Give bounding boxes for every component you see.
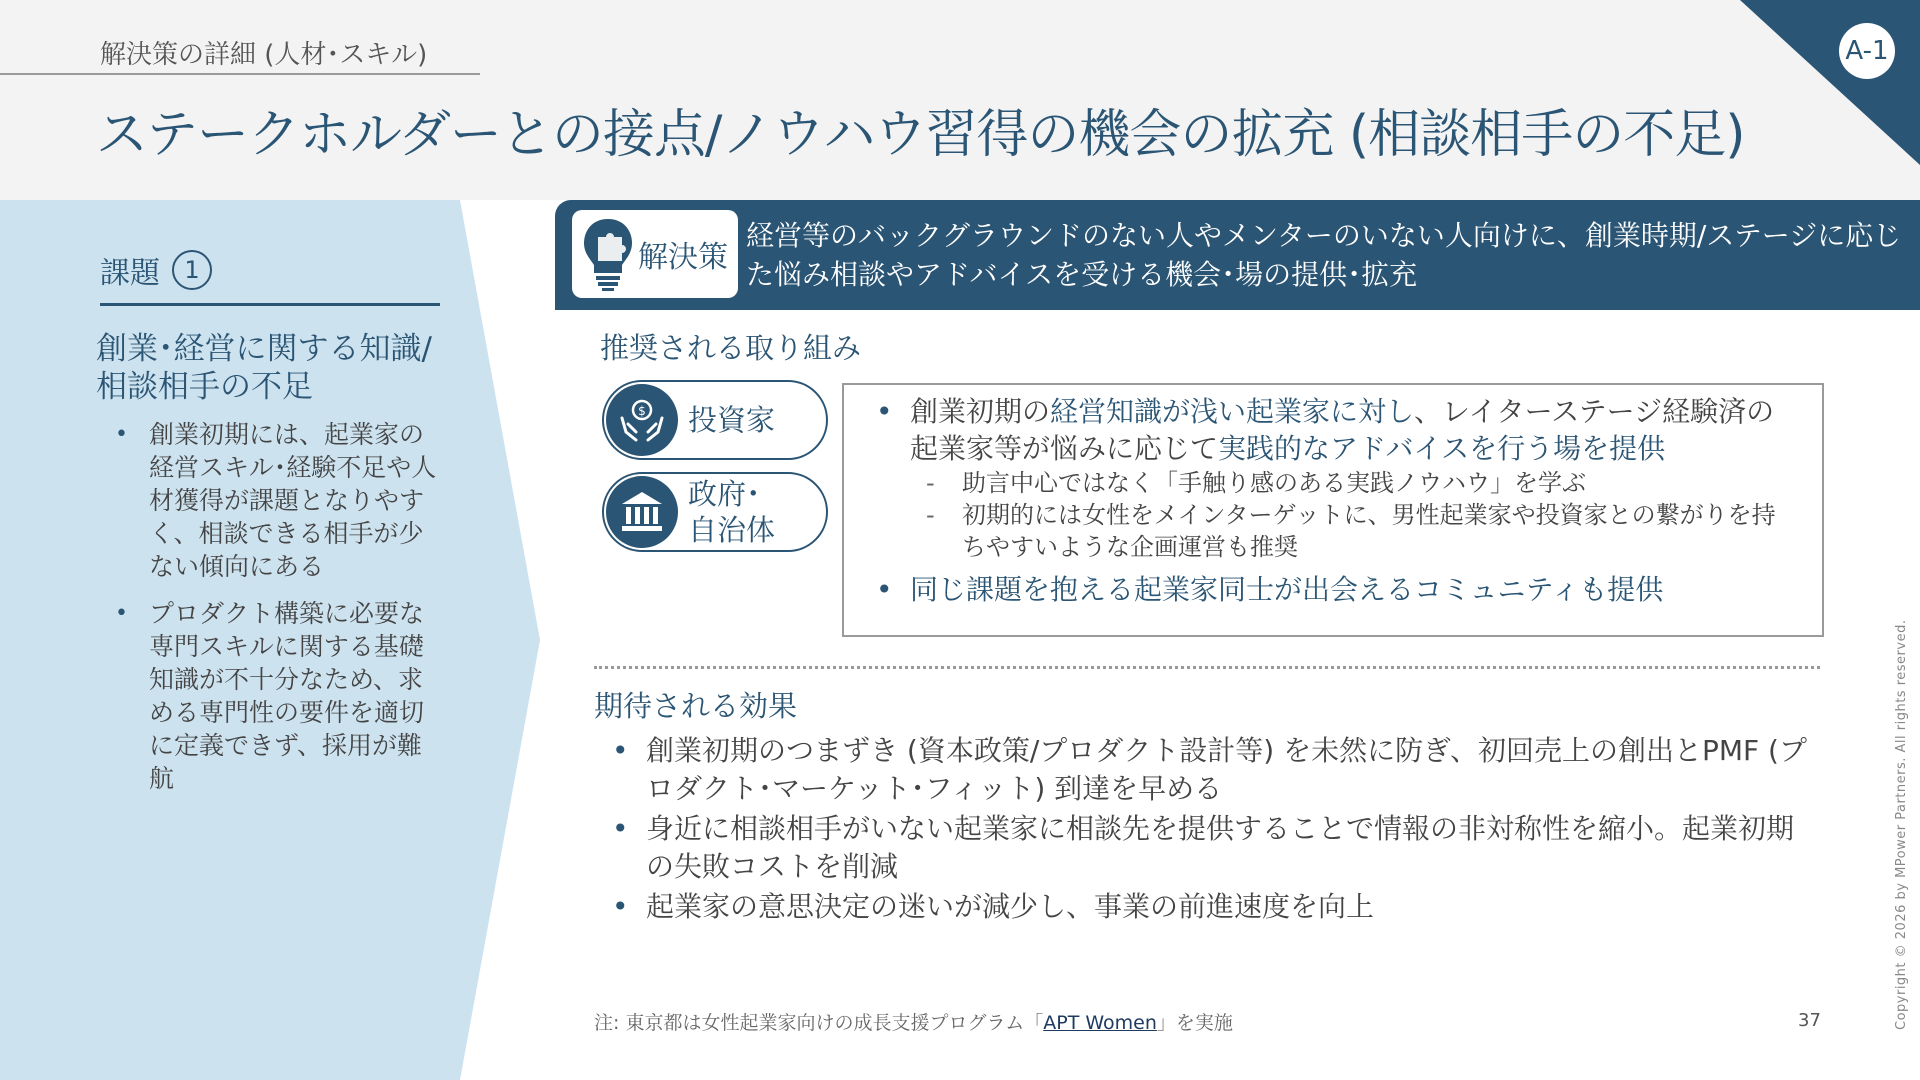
corner-triangle [1740, 0, 1920, 165]
action-highlight: 経営知識が浅い起業家に対し [1050, 395, 1415, 428]
action-text: 、レイターステージ経験済の起業家等が悩みに応じて [910, 395, 1775, 465]
recommended-actions-box [842, 383, 1824, 637]
page-title: ステークホルダーとの接点/ノウハウ習得の機会の拡充 (相談相手の不足) [96, 105, 1745, 165]
footnote [594, 1008, 1233, 1035]
issue-bullet-list [115, 418, 445, 809]
issue-label: 課題 [100, 256, 160, 291]
recommended-sub-item: - 初期的には女性をメインターゲットに、男性起業家や投資家との繋がりを持ちやすいような企画運営も推奨 [910, 499, 1792, 563]
section-divider [594, 666, 1820, 669]
svg-text:$: $ [638, 404, 646, 418]
lightbulb-puzzle-icon [580, 215, 636, 293]
action-text: 創業初期の [910, 395, 1051, 428]
apt-women-link[interactable]: APT Women [1043, 1012, 1157, 1034]
issue-number: 1 [172, 250, 212, 290]
effect-item: • 身近に相談相手がいない起業家に相談先を提供することで情報の非対称性を縮小。起業初期の失敗コストを削減 [612, 810, 1812, 886]
action-highlight: 同じ課題を抱える起業家同士が出会えるコミュニティも提供 [910, 573, 1664, 606]
recommended-action-item [872, 571, 1792, 608]
effects-heading: 期待される効果 [594, 689, 798, 723]
recommended-action-item [872, 393, 1792, 563]
issue-bullet: • プロダクト構築に必要な専門スキルに関する基礎知識が不十分なため、求める専門性の要件を適切に定義できず、採用が難航 [115, 597, 445, 795]
footnote-text: 注: 東京都は女性起業家向けの成長支援プログラム「 [594, 1012, 1044, 1034]
solution-label-box [572, 210, 738, 298]
hands-money-icon [606, 384, 678, 456]
recommended-sub-list [910, 467, 1792, 563]
recommended-actions-list [872, 393, 1792, 608]
footnote-text: 」を実施 [1156, 1012, 1233, 1034]
stakeholder-label: 政府･ 自治体 [688, 477, 776, 547]
slide-id-badge: A-1 [1839, 23, 1895, 79]
effect-item: • 起業家の意思決定の迷いが減少し、事業の前進速度を向上 [612, 888, 1812, 926]
issue-bullet: • 創業初期には、起業家の経営スキル･経験不足や人材獲得が課題となりやすく、相談できる相手が少ない傾向にある [115, 418, 445, 583]
breadcrumb-divider [0, 73, 480, 75]
issue-divider [100, 303, 440, 306]
issue-heading [100, 248, 212, 292]
solution-text: 経営等のバックグラウンドのない人やメンターのいない人向けに、創業時期/ステージに応じた悩み相談やアドバイスを受ける機会･場の提供･拡充 [746, 219, 1902, 291]
recommended-sub-item: - 助言中心ではなく「手触り感のある実践ノウハウ」を学ぶ [910, 467, 1792, 499]
stakeholder-government [602, 472, 828, 552]
stakeholder-investor [602, 380, 828, 460]
breadcrumb: 解決策の詳細 (人材･スキル) [100, 40, 428, 70]
action-highlight: 実践的なアドバイスを行う場を提供 [1218, 432, 1666, 465]
copyright-notice: Copyright © 2026 by MPower Partners. All rights reserved. [1894, 619, 1909, 1030]
stakeholder-label: 投資家 [688, 403, 776, 437]
page-number: 37 [1798, 1010, 1821, 1031]
recommended-heading: 推奨される取り組み [600, 331, 862, 365]
issue-title: 創業･経営に関する知識/相談相手の不足 [96, 331, 432, 405]
solution-label: 解決策 [638, 240, 728, 275]
effects-list [612, 732, 1812, 928]
effect-item: • 創業初期のつまずき (資本政策/プロダクト設計等) を未然に防ぎ、初回売上の創出とPMF (プロダクト･マーケット･フィット) 到達を早める [612, 732, 1812, 808]
government-building-icon [606, 476, 678, 548]
